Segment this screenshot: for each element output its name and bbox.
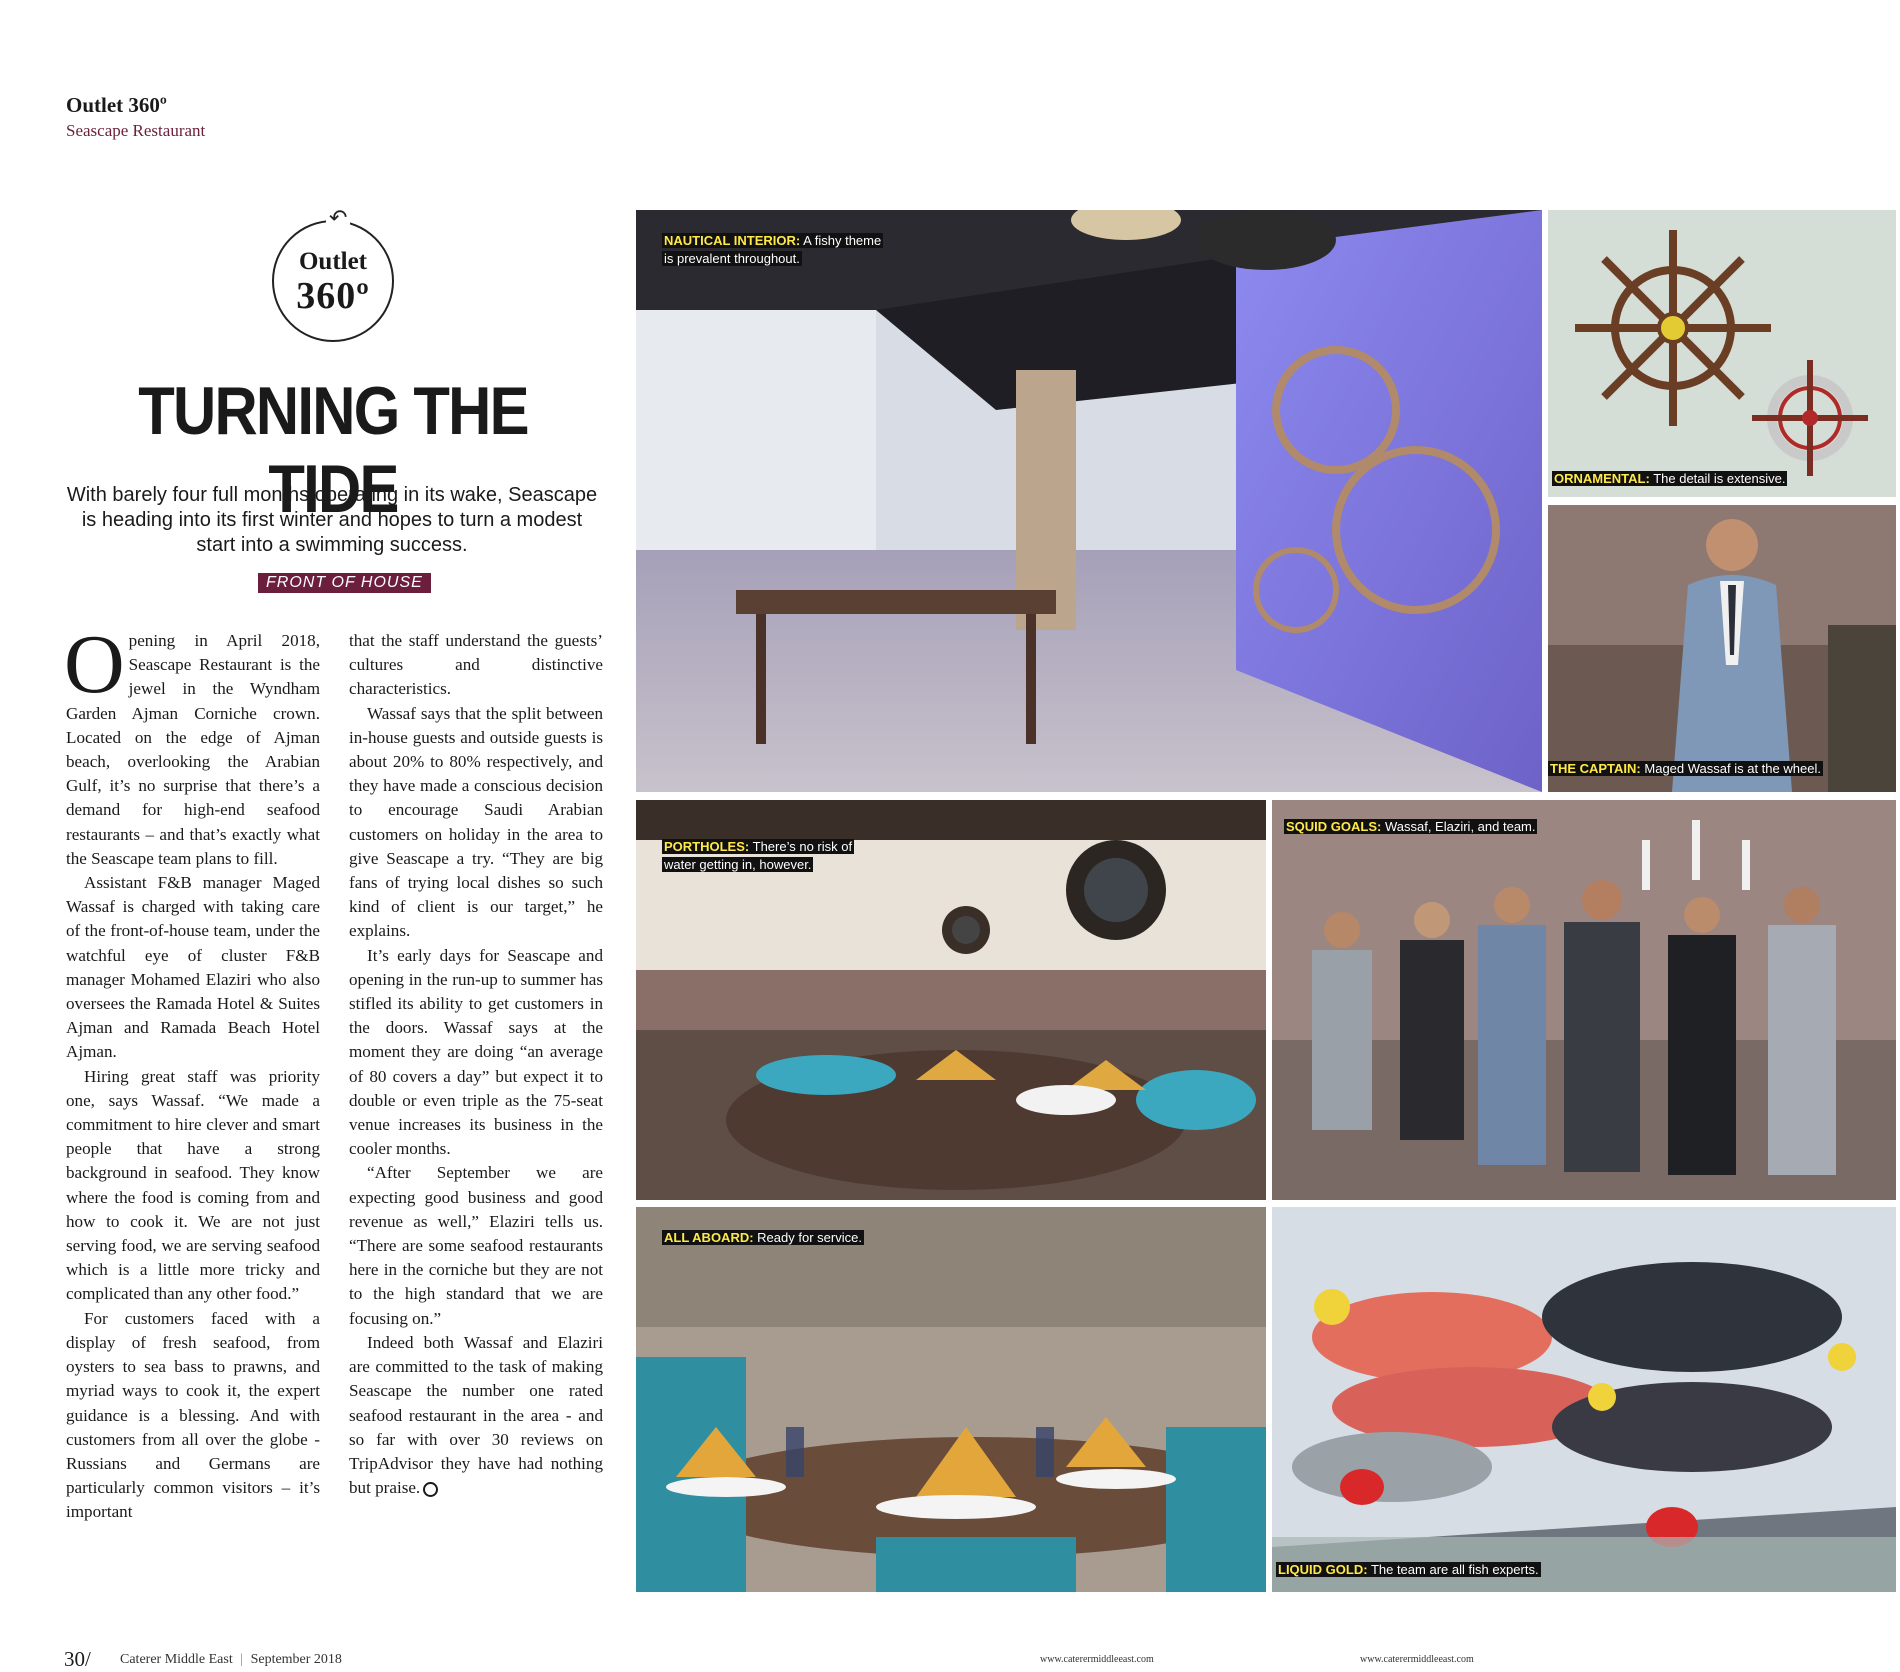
footer-publication <box>120 1652 342 1668</box>
ornamental-image <box>1548 210 1896 497</box>
outlet-360-badge <box>272 206 394 342</box>
standfirst: With barely four full months operating in its wake, Seascape is heading into its first winter and hopes to turn a modest start into a swimming success. <box>66 484 598 556</box>
article-paragraph <box>64 618 320 871</box>
caption-text: Maged Wassaf is at the wheel. <box>1644 761 1821 776</box>
caption-label: SQUID GOALS: <box>1286 819 1382 834</box>
article-paragraph: Assistant F&B manager Maged Wassaf is charged with taking care of the front-of-house team, under the watchful eye of cluster F&B manager Mohamed Elaziri who also oversees the Ramada Hotel & Suites Ajman and Ramada Beach Hotel Ajman. <box>66 873 320 1062</box>
article-column-1 <box>64 618 320 1525</box>
caption-liquid-gold <box>1276 1561 1596 1579</box>
article-paragraph: It’s early days for Seascape and opening in the run-up to summer has stifled its ability to get customers in the doors. Wassaf says at the moment they are doing “an average of 80 covers a day” but expect it to double or even triple as the 75-seat venue increases its business in the cooler months. <box>349 945 603 1159</box>
photo-all-aboard <box>636 1207 1266 1592</box>
article-paragraph: that the staff understand the guests’ cultures and distinctive characteristics. <box>349 631 603 699</box>
all-aboard-image <box>636 1207 1266 1592</box>
caption-text: The team are all fish experts. <box>1370 1562 1539 1577</box>
badge-line1: Outlet <box>298 248 368 275</box>
photo-ornamental <box>1548 210 1896 497</box>
caption-squid-goals <box>1284 818 1584 836</box>
photo-squid-goals <box>1272 800 1896 1200</box>
article-paragraph: “After September we are expecting good business and good revenue as well,” Elaziri tells us. “There are some seafood restaurants here in the corniche but they are not to the high standard that we are focusing on.” <box>349 1163 603 1328</box>
category-tag: FRONT OF HOUSE <box>258 573 431 593</box>
captain-image <box>1548 505 1896 792</box>
caption-captain <box>1548 760 1888 778</box>
paragraph-text: Indeed both Wassaf and Elaziri are committed to the task of making Seascape the number one rated seafood restaurant in the area - and so far with over 30 reviews on TripAdvisor they have had nothing but praise. <box>349 1332 603 1498</box>
article-paragraph: Hiring great staff was priority one, says Wassaf. “We made a commitment to hire clever and smart people that have a strong background in seafood. They know where the food is coming from and how to cook it. We are not just serving food, we are serving seafood which is a little more tricky and complicated than any other food.” <box>66 1066 320 1304</box>
caption-label: PORTHOLES: <box>664 839 750 854</box>
caption-label: NAUTICAL INTERIOR: <box>664 233 801 248</box>
caption-label: LIQUID GOLD: <box>1278 1562 1368 1577</box>
footer-separator: | <box>240 1652 244 1667</box>
badge-line2: 360º <box>296 275 370 317</box>
section-name: Outlet 360º <box>66 93 167 117</box>
footer-url-left: www.caterermiddleeast.com <box>1040 1654 1154 1665</box>
footer-url-right: www.caterermiddleeast.com <box>1360 1654 1474 1665</box>
photo-liquid-gold <box>1272 1207 1896 1592</box>
circular-arrow-icon: ↶ <box>326 208 350 230</box>
caption-ornamental <box>1552 470 1882 488</box>
drop-cap: O <box>64 618 125 711</box>
photo-nautical-interior <box>636 210 1542 792</box>
nautical-interior-image <box>636 210 1542 792</box>
caption-label: ALL ABOARD: <box>664 1230 754 1245</box>
paragraph-text: pening in April 2018, Seascape Restaurant is the jewel in the Wyndham Garden Ajman Corniche crown. Located on the edge of Ajman beach, overlooking the Arabian Gulf, it’s no surprise that there’s a demand for high-end seafood restaurants – and that’s exactly what the Seascape team plans to fill. <box>66 631 320 868</box>
caption-text: The detail is extensive. <box>1653 471 1786 486</box>
photo-portholes <box>636 800 1266 1200</box>
issue-date: September 2018 <box>250 1652 342 1667</box>
liquid-gold-image <box>1272 1207 1896 1592</box>
article-paragraph <box>349 1331 603 1500</box>
article-paragraph: For customers faced with a display of fresh seafood, from oysters to sea bass to prawns, and myriad ways to cook it, the expert guidance is a blessing. And with customers from all over the globe - Russians and Germans are particularly common visitors – it’s important <box>66 1308 320 1522</box>
caption-text: Ready for service. <box>757 1230 862 1245</box>
page-number: 30/ <box>64 1647 91 1671</box>
caption-label: THE CAPTAIN: <box>1550 761 1641 776</box>
squid-goals-image <box>1272 800 1896 1200</box>
section-subtitle: Seascape Restaurant <box>66 121 206 140</box>
caption-portholes <box>662 838 882 874</box>
article-paragraph: Wassaf says that the split between in-house guests and outside guests is about 20% to 80% respectively, and they have made a conscious decision to encourage Saudi Arabian customers on holiday in the area to give Seascape a try. “They are big fans of trying local dishes so such kind of client is our target,” he explains. <box>349 703 603 941</box>
caption-text: Wassaf, Elaziri, and team. <box>1384 819 1536 834</box>
caption-label: ORNAMENTAL: <box>1554 471 1650 486</box>
caption-text: There’s no risk of water getting in, however. <box>664 839 853 872</box>
article-column-2 <box>349 629 603 1500</box>
caption-nautical <box>662 232 882 268</box>
caption-all-aboard <box>662 1229 882 1247</box>
publication-name: Caterer Middle East <box>120 1652 233 1667</box>
photo-captain <box>1548 505 1896 792</box>
caption-text: A fishy theme is prevalent throughout. <box>664 233 882 266</box>
headline: TURNING THE TIDE <box>138 373 528 527</box>
end-mark-icon <box>423 1482 438 1497</box>
